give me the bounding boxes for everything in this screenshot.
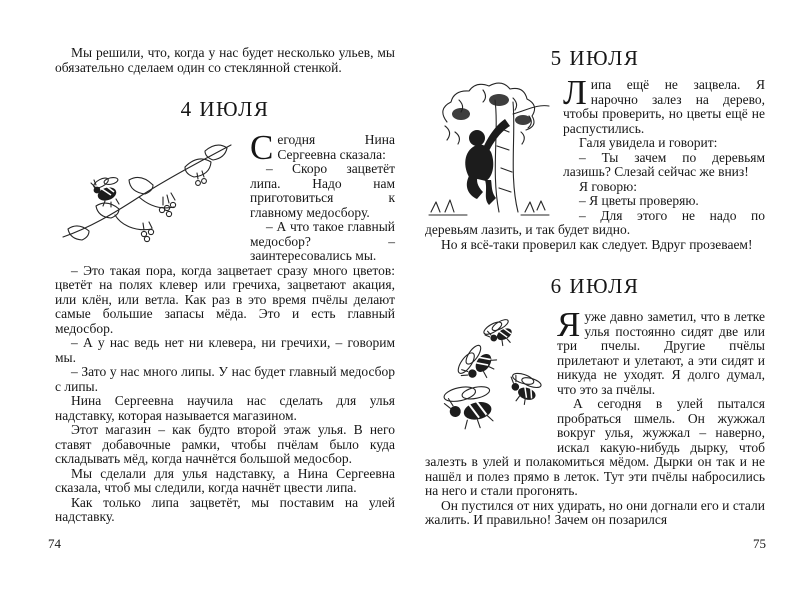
- paragraph: Он пустился от них удирать, но они догнали его и стали жалить. И правильно! Зачем он позарился: [425, 497, 765, 527]
- paragraph: – Скоро зацветёт липа. Надо нам приготовиться к главному медосбору.: [250, 161, 395, 220]
- section-body: [425, 305, 765, 528]
- paragraph: – Это такая пора, когда зацветает сразу много цветов: цветёт на полях клевер или гречиха, зацветают акация, или клён, или ветла. Как раз в это время пчёлы делают самые большие запасы мёда. Это и есть главный медосбор.: [55, 262, 395, 336]
- paragraph: Яуже давно заметил, что в летке улья постоянно сидят две или три пчелы. Другие пчёлы прилетают и улетают, а эти сидят и никуда не уходят. Я долго думал, что это за пчёлы.: [557, 305, 765, 397]
- paragraph: Но я всё-таки проверил как следует. Вдруг прозеваем!: [441, 236, 753, 252]
- section-heading-4-july: 4 ИЮЛЯ: [180, 97, 270, 121]
- page-number-left: 74: [48, 536, 61, 551]
- section-heading-6-july: 6 ИЮЛЯ: [550, 274, 640, 298]
- drop-cap: С: [250, 128, 274, 167]
- drop-cap: Л: [563, 73, 587, 112]
- linden-branch-with-bee-illustration: [55, 135, 241, 253]
- paragraph: – Ты зачем по деревьям лазишь? Слезай сейчас же вниз!: [563, 149, 765, 179]
- paragraph: Галя увидела и говорит:: [579, 135, 718, 150]
- section-body: [55, 128, 395, 525]
- boy-climbing-tree-illustration: [425, 80, 553, 218]
- paragraph: Мы сделали для улья надставку, а Нина Сергеевна сказала, чтоб мы следили, когда начнёт цвести липа.: [55, 465, 395, 495]
- paragraph: А сегодня в улей пытался пробраться шмель. Он жужжал вокруг улья, жужжал – наверно, искал какую-нибудь дырку, чтоб залезть в улей и полакомиться мёдом. Дырки он так и не нашёл и полез прямо в леток. Тут эти пчёлы набросились на него и стали прогонять.: [425, 396, 765, 498]
- paragraph: Липа ещё не зацвела. Я нарочно залез на дерево, чтобы проверить, но цветы ещё не распустились.: [563, 73, 765, 136]
- page-right: [425, 0, 765, 528]
- paragraph: – Я цветы проверяю.: [579, 193, 699, 208]
- paragraph: – А что такое главный медосбор? – заинтересовались мы.: [250, 219, 395, 263]
- page-number-right: 75: [753, 536, 766, 551]
- paragraph: – Для этого не надо по деревьям лазить, и так будет видно.: [425, 207, 765, 237]
- page-left: [55, 0, 395, 528]
- paragraph: Сегодня Нина Сергеевна сказала:: [250, 128, 395, 167]
- paragraph: Нина Сергеевна научила нас сделать для улья надставку, которая называется магазином.: [55, 393, 395, 423]
- paragraph: – А у нас ведь нет ни клевера, ни гречихи, – говорим мы.: [55, 335, 395, 365]
- section-heading-5-july: 5 ИЮЛЯ: [550, 46, 640, 70]
- drop-cap: Я: [557, 305, 581, 344]
- bees-illustration: [425, 313, 547, 447]
- paragraph: Как только липа зацветёт, мы поставим на улей надставку.: [55, 494, 395, 524]
- paragraph: – Зато у нас много липы. У нас будет главный медосбор с липы.: [55, 364, 395, 394]
- paragraph: Мы решили, что, когда у нас будет несколько ульев, мы обязательно сделаем один со стеклянной стенкой.: [55, 45, 395, 75]
- section-body: [425, 73, 765, 252]
- paragraph: Я говорю:: [579, 178, 637, 194]
- paragraph: Этот магазин – как будто второй этаж улья. В него ставят добавочные рамки, чтобы пчёлам было куда складывать мёд, когда начнётся большой медосбор.: [55, 422, 395, 466]
